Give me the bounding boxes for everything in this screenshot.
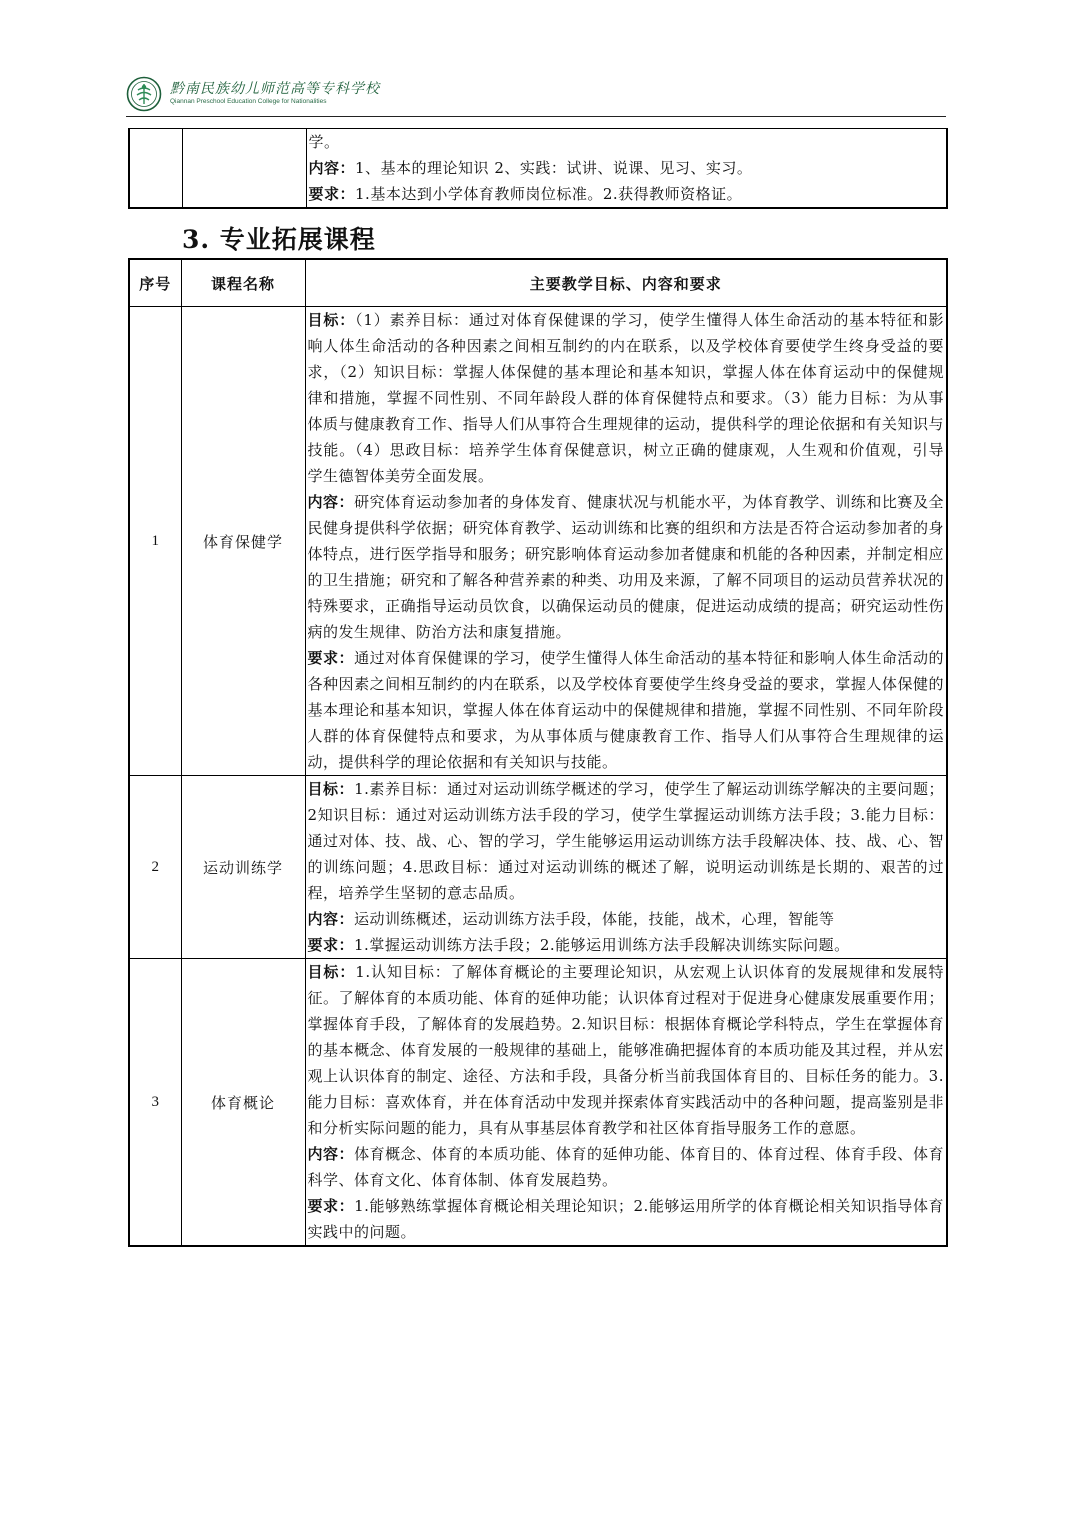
- course-name: 运动训练学: [181, 776, 305, 959]
- table-row: [129, 307, 947, 776]
- req-paragraph: [308, 1193, 945, 1245]
- page-header: [126, 72, 946, 114]
- content-text: 研究体育运动参加者的身体发育、健康状况与机能水平，为体育教学、训练和比赛及全民健身提供科学依据；研究体育教学、运动训练和比赛的组织和方法是否符合运动参加者的身体特点，进行医学指导和服务；研究影响体育运动参加者健康和机能的各种因素，并制定相应的卫生措施；研究和了解各种营养素的种类、功用及来源，了解不同项目的运动员营养状况的特殊要求，正确指导运动员饮食，以确保运动员的健康，促进运动成绩的提高；研究运动性伤病的发生规律、防治方法和康复措施。: [307, 493, 944, 641]
- content-label: 内容：: [308, 159, 356, 177]
- table-row: [129, 776, 947, 959]
- req-label: 要求：: [307, 936, 355, 954]
- content-text: 体育概念、体育的本质功能、体育的延伸功能、体育目的、体育过程、体育手段、体育科学、体育文化、体育体制、体育发展趋势。: [307, 1145, 944, 1189]
- goal-paragraph: [308, 776, 945, 906]
- school-name: 黔南民族幼儿师范高等专科学校: [170, 81, 380, 97]
- content-label: 内容：: [307, 493, 355, 511]
- goal-paragraph: [308, 307, 945, 489]
- header-content: 主要教学目标、内容和要求: [305, 259, 947, 307]
- continued-table: [128, 128, 948, 209]
- continued-text: 1、基本的理论知识 2、实践：试讲、说课、见习、实习。: [355, 159, 753, 177]
- section-title: 3. 专业拓展课程: [182, 225, 376, 254]
- goal-text: （1）素养目标：通过对体育保健课的学习，使学生懂得人体生命活动的基本特征和影响人体生命活动的各种因素之间相互制约的内在联系，以及学校体育要使学生终身受益的要求，（2）知识目标：掌握人体保健的基本理论和基本知识，掌握人体在体育运动中的保健规律和措施，掌握不同性别、不同年龄段人群的体育保健特点和要求。（3）能力目标：为从事体质与健康教育工作、指导人们从事符合生理规律的运动，提供科学的理论依据和有关知识与技能。（4）思政目标：培养学生体育保健意识，树立正确的健康观，人生观和价值观，引导学生德智体美劳全面发展。: [307, 311, 944, 485]
- content-paragraph: [308, 906, 945, 932]
- req-label: 要求：: [307, 649, 355, 667]
- content-paragraph: [308, 489, 945, 645]
- table-header-row: [129, 259, 947, 307]
- school-logo-icon: [126, 76, 162, 112]
- req-text: 1.能够熟练掌握体育概论相关理论知识；2.能够运用所学的体育概论相关知识指导体育实践中的问题。: [307, 1197, 944, 1241]
- content-text: 运动训练概述，运动训练方法手段，体能，技能，战术，心理，智能等: [354, 910, 835, 928]
- header-divider: [126, 116, 946, 117]
- content-paragraph: [308, 1141, 945, 1193]
- empty-cell: [129, 129, 182, 209]
- row-number: 3: [129, 959, 181, 1247]
- course-detail: [305, 776, 947, 959]
- req-paragraph: [308, 932, 945, 958]
- req-label: 要求：: [307, 1197, 355, 1215]
- header-name: 课程名称: [181, 259, 305, 307]
- header-no: 序号: [129, 259, 181, 307]
- row-number: 1: [129, 307, 181, 776]
- continued-line: [309, 181, 945, 207]
- table-row: [129, 959, 947, 1247]
- course-table: [128, 258, 948, 1247]
- req-paragraph: [308, 645, 945, 775]
- content-label: 内容：: [307, 910, 355, 928]
- goal-text: 1.素养目标：通过对运动训练学概述的学习，使学生了解运动训练学解决的主要问题；2知识目标：通过对运动训练方法手段的学习，使学生掌握运动训练方法手段；3.能力目标：通过对体、技、战、心、智的学习，学生能够运用运动训练方法手段解决体、技、战、心、智的训练问题；4.思政目标：通过对运动训练的概述了解，说明运动训练是长期的、艰苦的过程，培养学生坚韧的意志品质。: [307, 780, 944, 902]
- course-name: 体育概论: [181, 959, 305, 1247]
- req-text: 通过对体育保健课的学习，使学生懂得人体生命活动的基本特征和影响人体生命活动的各种因素之间相互制约的内在联系，以及学校体育要使学生终身受益的要求，掌握人体保健的基本理论和基本知识，掌握人体在体育运动中的保健规律和措施，掌握不同性别、不同年阶段人群的体育保健特点和要求，为从事体质与健康教育工作、指导人们从事符合生理规律的运动，提供科学的理论依据和有关知识与技能。: [307, 649, 944, 771]
- course-detail: [305, 959, 947, 1247]
- school-name-english: Qiannan Preschool Education College for Nationalities: [170, 98, 327, 105]
- row-number: 2: [129, 776, 181, 959]
- goal-label: 目标：: [307, 780, 355, 798]
- req-text: 1.掌握运动训练方法手段；2.能够运用训练方法手段解决训练实际问题。: [354, 936, 850, 954]
- course-name: 体育保健学: [181, 307, 305, 776]
- empty-cell: [182, 129, 306, 209]
- continued-line: [309, 155, 945, 181]
- content-label: 内容：: [307, 1145, 355, 1163]
- goal-text: 1.认知目标：了解体育概论的主要理论知识，从宏观上认识体育的发展规律和发展特征。了解体育的本质功能、体育的延伸功能；认识体育过程对于促进身心健康发展重要作用；掌握体育手段，了解体育的发展趋势。2.知识目标：根据体育概论学科特点，学生在掌握体育的基本概念、体育发展的一般规律的基础上，能够准确把握体育的本质功能及其过程，并从宏观上认识体育的制定、途径、方法和手段，具备分析当前我国体育目的、目标任务的能力。3.能力目标：喜欢体育，并在体育活动中发现并探索体育实践活动中的各种问题，提高鉴别是非和分析实际问题的能力，具有从事基层体育教学和社区体育指导服务工作的意愿。: [307, 963, 944, 1137]
- continued-content: [306, 129, 947, 209]
- goal-paragraph: [308, 959, 945, 1141]
- goal-label: 目标：: [307, 311, 356, 329]
- continued-text: 1.基本达到小学体育教师岗位标准。2.获得教师资格证。: [355, 185, 743, 203]
- course-detail: [305, 307, 947, 776]
- continued-text: 学。: [308, 133, 340, 151]
- req-label: 要求：: [308, 185, 356, 203]
- goal-label: 目标：: [307, 963, 356, 981]
- continued-line: [309, 129, 945, 155]
